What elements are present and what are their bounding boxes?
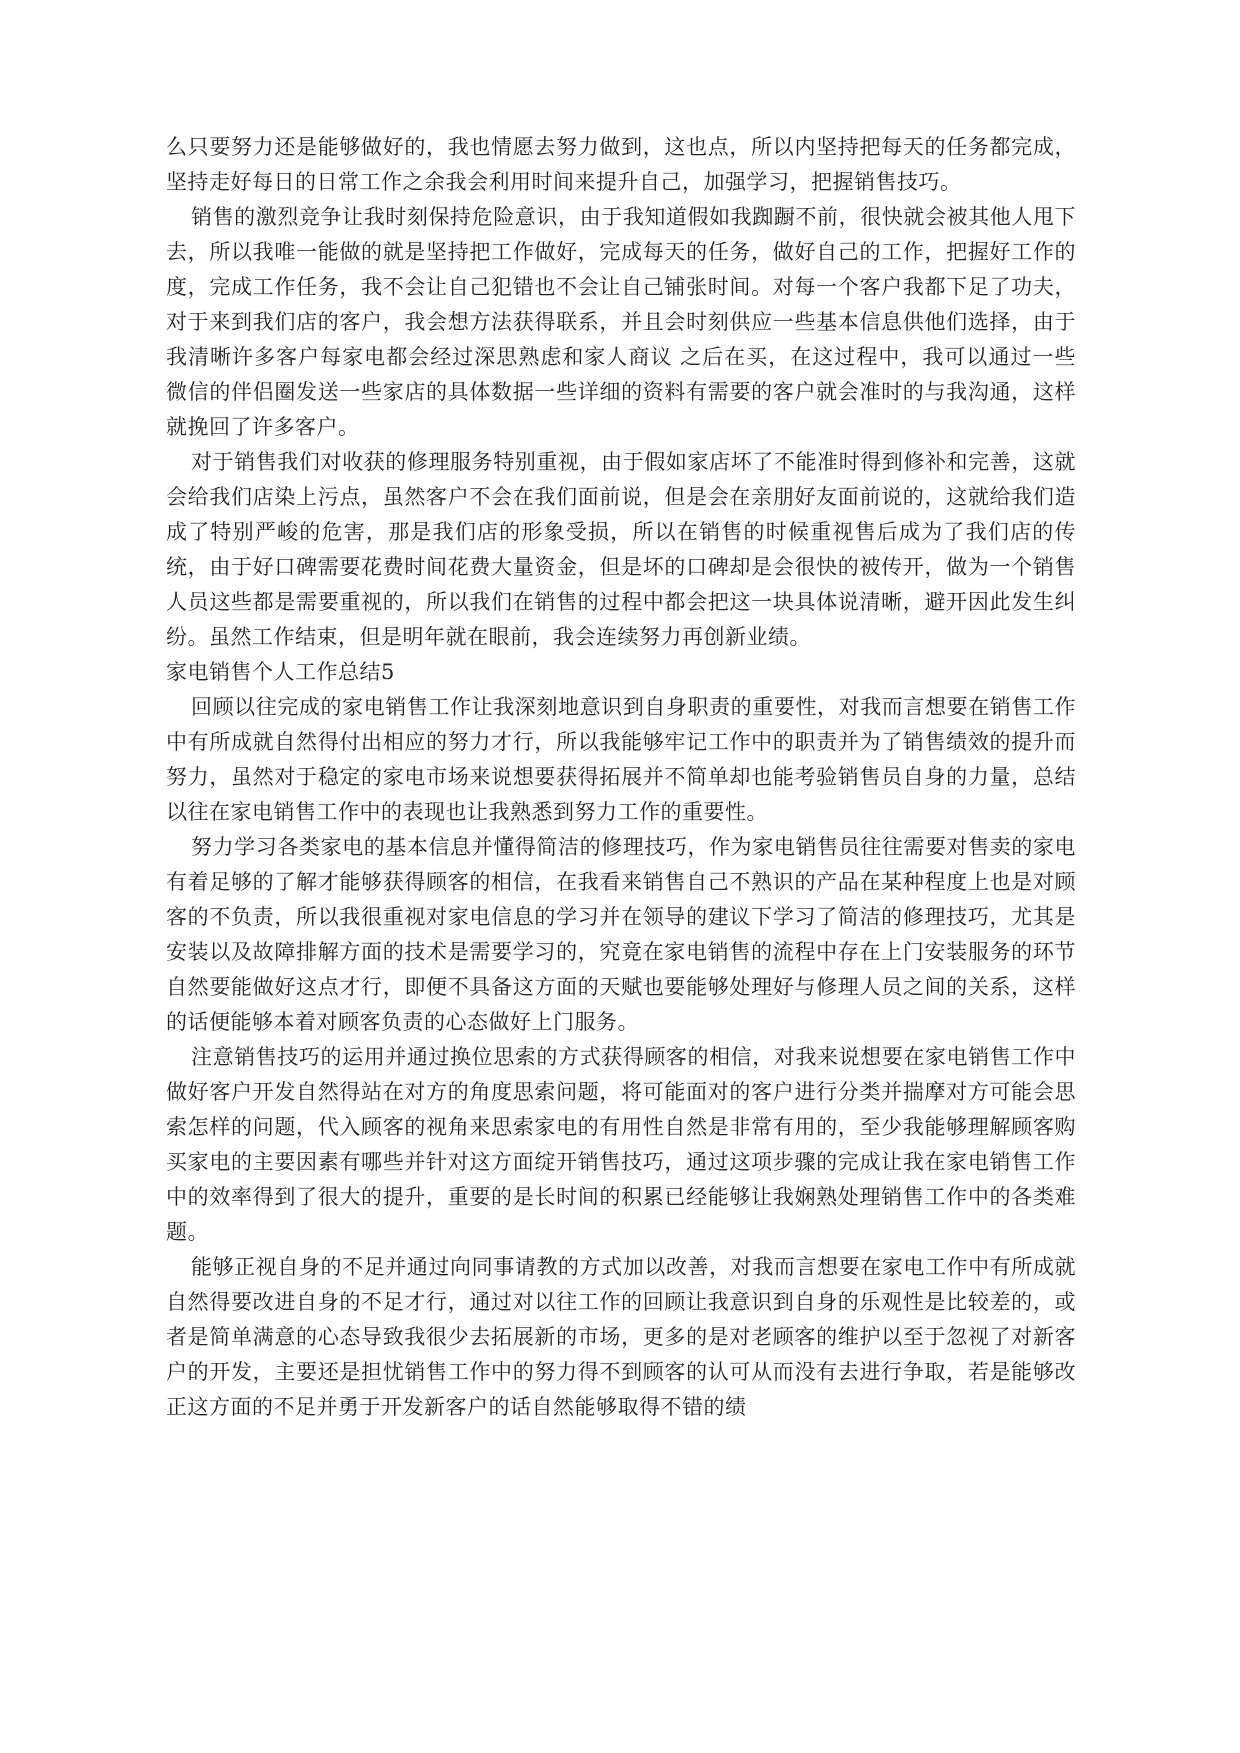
paragraph: 对于销售我们对收获的修理服务特别重视，由于假如家店坏了不能准时得到修补和完善，这就会给我们店染上污点，虽然客户不会在我们面前说，但是会在亲朋好友面前说的，这就给我们造成了特别严峻的危害，那是我们店的形象受损，所以在销售的时候重视售后成为了我们店的传统，由于好口碑需要花费时间花费大量资金，但是坏的口碑却是会很快的被传开，做为一个销售人员这些都是需要重视的，所以我们在销售的过程中都会把这一块具体说清晰，避开因此发生纠纷。虽然工作结束，但是明年就在眼前，我会连续努力再创新业绩。 <box>166 450 1076 649</box>
paragraph: 努力学习各类家电的基本信息并懂得简洁的修理技巧，作为家电销售员往往需要对售卖的家电有着足够的了解才能够获得顾客的相信，在我看来销售自己不熟识的产品在某种程度上也是对顾客的不负责，所以我很重视对家电信息的学习并在领导的建议下学习了简洁的修理技巧，尤其是安装以及故障排解方面的技术是需要学习的，究竟在家电销售的流程中存在上门安装服务的环节自然要能做好这点才行，即便不具备这方面的天赋也要能够处理好与修理人员之间的关系，这样的话便能够本着对顾客负责的心态做好上门服务。 <box>166 835 1076 1034</box>
paragraph-truncated: 能够正视自身的不足并通过向同事请教的方式加以改善，对我而言想要在家电工作中有所成就自然得要改进自身的不足才行，通过对以往工作的回顾让我意识到自身的乐观性是比较差的，或者是简单满意的心态导致我很少去拓展新的市场，更多的是对老顾客的维护以至于忽视了对新客户的开发，主要还是担忧销售工作中的努力得不到顾客的认可从而没有去进行争取，若是能够改正这方面的不足并勇于开发新客户的话自然能够取得不错的绩 <box>166 1255 1076 1419</box>
section-heading: 家电销售个人工作总结5 <box>166 660 395 684</box>
document-body <box>166 130 1076 1425</box>
paragraph: 销售的激烈竞争让我时刻保持危险意识，由于我知道假如我踟蹰不前，很快就会被其他人甩下去，所以我唯一能做的就是坚持把工作做好，完成每天的任务，做好自己的工作，把握好工作的度，完成工作任务，我不会让自己犯错也不会让自己铺张时间。对每一个客户我都下足了功夫，对于来到我们店的客户，我会想方法获得联系，并且会时刻供应一些基本信息供他们选择，由于我清晰许多客户每家电都会经过深思熟虑和家人商议 之后在买，在这过程中，我可以通过一些微信的伴侣圈发送一些家店的具体数据一些详细的资料有需要的客户就会准时的与我沟通，这样就挽回了许多客户。 <box>166 205 1076 439</box>
paragraph: 回顾以往完成的家电销售工作让我深刻地意识到自身职责的重要性，对我而言想要在销售工作中有所成就自然得付出相应的努力才行，所以我能够牢记工作中的职责并为了销售绩效的提升而努力，虽然对于稳定的家电市场来说想要获得拓展并不简单却也能考验销售员自身的力量，总结以往在家电销售工作中的表现也让我熟悉到努力工作的重要性。 <box>166 695 1076 824</box>
paragraph-continuation: 么只要努力还是能够做好的，我也情愿去努力做到，这也点，所以内坚持把每天的任务都完成，坚持走好每日的日常工作之余我会利用时间来提升自己，加强学习，把握销售技巧。 <box>166 135 1076 194</box>
paragraph: 注意销售技巧的运用并通过换位思索的方式获得顾客的相信，对我来说想要在家电销售工作中做好客户开发自然得站在对方的角度思索问题，将可能面对的客户进行分类并揣摩对方可能会思索怎样的问题，代入顾客的视角来思索家电的有用性自然是非常有用的，至少我能够理解顾客购买家电的主要因素有哪些并针对这方面绽开销售技巧，通过这项步骤的完成让我在家电销售工作中的效率得到了很大的提升，重要的是长时间的积累已经能够让我娴熟处理销售工作中的各类难题。 <box>166 1045 1076 1244</box>
